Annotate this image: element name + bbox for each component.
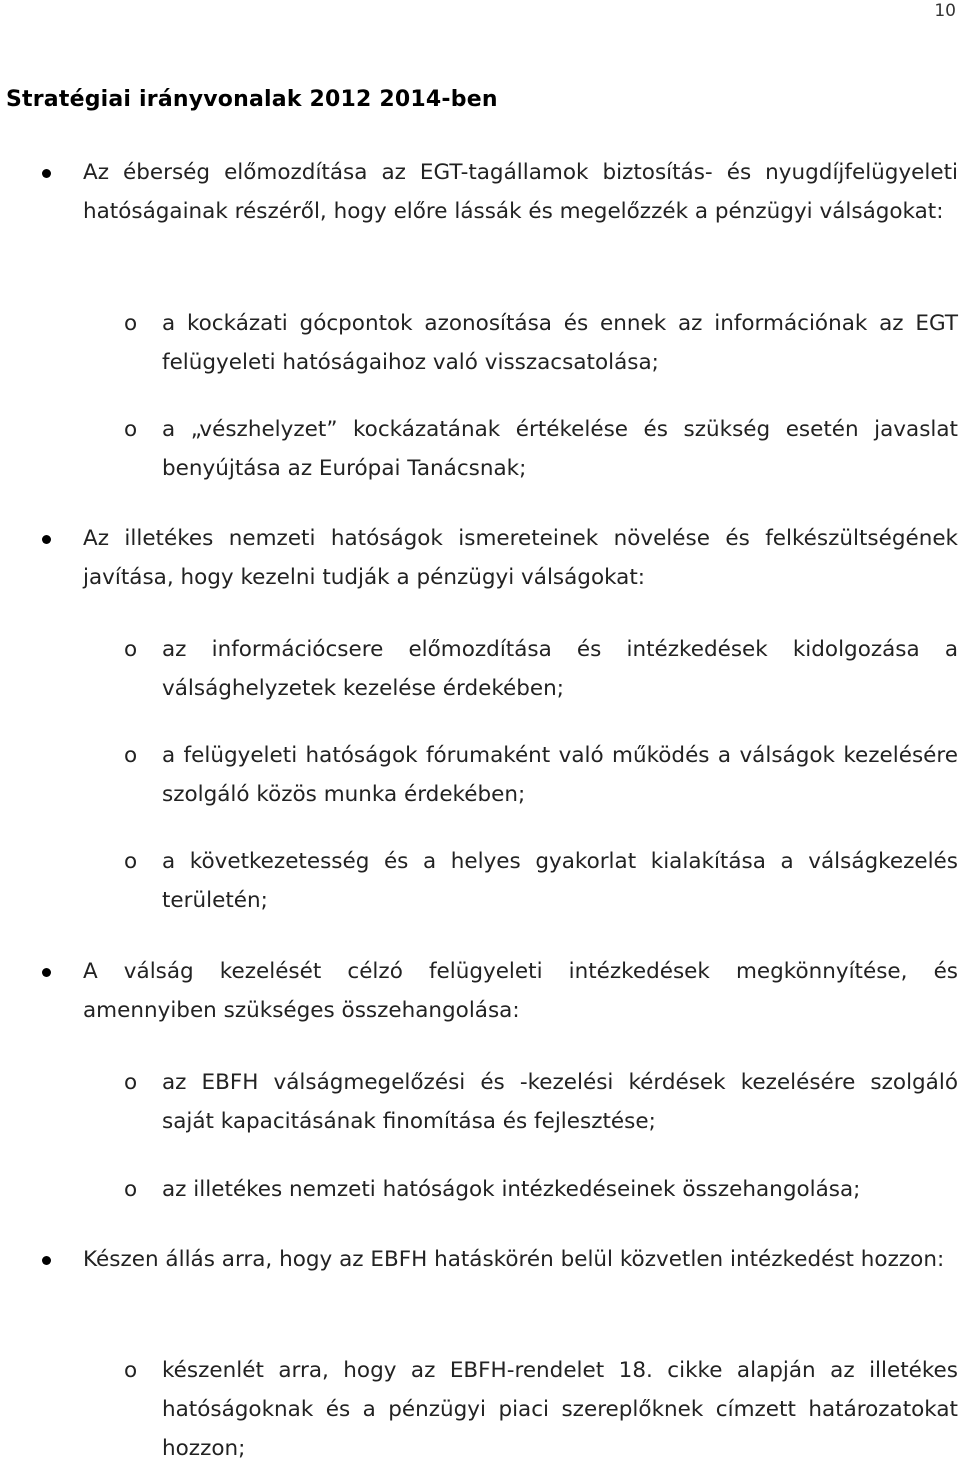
sub-bullet-icon: o xyxy=(124,311,138,336)
section-3-subitem-1: az EBFH válságmegelőzési és -kezelési kérdések kezelésére szolgáló saját kapacitásának finomítása és fejlesztése; xyxy=(162,1070,958,1134)
section-3-subitem-2: az illetékes nemzeti hatóságok intézkedéseinek összehangolása; xyxy=(162,1177,861,1202)
section-2-subitem-1: az információcsere előmozdítása és intézkedések kidolgozása a válsághelyzetek kezelése érdekében; xyxy=(162,637,958,701)
section-1-text: Az éberség előmozdítása az EGT-tagállamok biztosítás- és nyugdíjfelügyeleti hatóságainak részéről, hogy előre lássák és megelőzzék a pénzügyi válságokat: xyxy=(83,160,958,224)
bullet-icon xyxy=(42,535,51,544)
sub-bullet-icon: o xyxy=(124,1070,138,1095)
section-2-subitem-3: a következetesség és a helyes gyakorlat kialakítása a válságkezelés területén; xyxy=(162,849,958,913)
section-4-subitem-1: készenlét arra, hogy az EBFH-rendelet 18. cikke alapján az illetékes hatóságoknak és a pénzügyi piaci szereplőknek címzett határozatokat hozzon; xyxy=(162,1358,958,1461)
page-number: 10 xyxy=(934,1,956,21)
section-2-text: Az illetékes nemzeti hatóságok ismereteinek növelése és felkészültségének javítása, hogy kezelni tudják a pénzügyi válságokat: xyxy=(83,526,958,590)
sub-bullet-icon: o xyxy=(124,1358,138,1383)
bullet-icon xyxy=(42,1256,51,1265)
section-4-text: Készen állás arra, hogy az EBFH hatáskörén belül közvetlen intézkedést hozzon: xyxy=(83,1247,945,1272)
section-1-subitem-1: a kockázati gócpontok azonosítása és ennek az információnak az EGT felügyeleti hatóságaihoz való visszacsatolása; xyxy=(162,311,958,375)
sub-bullet-icon: o xyxy=(124,743,138,768)
bullet-icon xyxy=(42,169,51,178)
sub-bullet-icon: o xyxy=(124,637,138,662)
bullet-icon xyxy=(42,968,51,977)
section-title: Stratégiai irányvonalak 2012 2014-ben xyxy=(6,87,498,112)
section-1-subitem-2: a „vészhelyzet” kockázatának értékelése és szükség esetén javaslat benyújtása az Európai Tanácsnak; xyxy=(162,417,958,481)
section-2-subitem-2: a felügyeleti hatóságok fórumaként való működés a válságok kezelésére szolgáló közös munka érdekében; xyxy=(162,743,958,807)
sub-bullet-icon: o xyxy=(124,417,138,442)
section-3-text: A válság kezelését célzó felügyeleti intézkedések megkönnyítése, és amennyiben szükséges összehangolása: xyxy=(83,959,958,1023)
sub-bullet-icon: o xyxy=(124,1177,138,1202)
sub-bullet-icon: o xyxy=(124,849,138,874)
